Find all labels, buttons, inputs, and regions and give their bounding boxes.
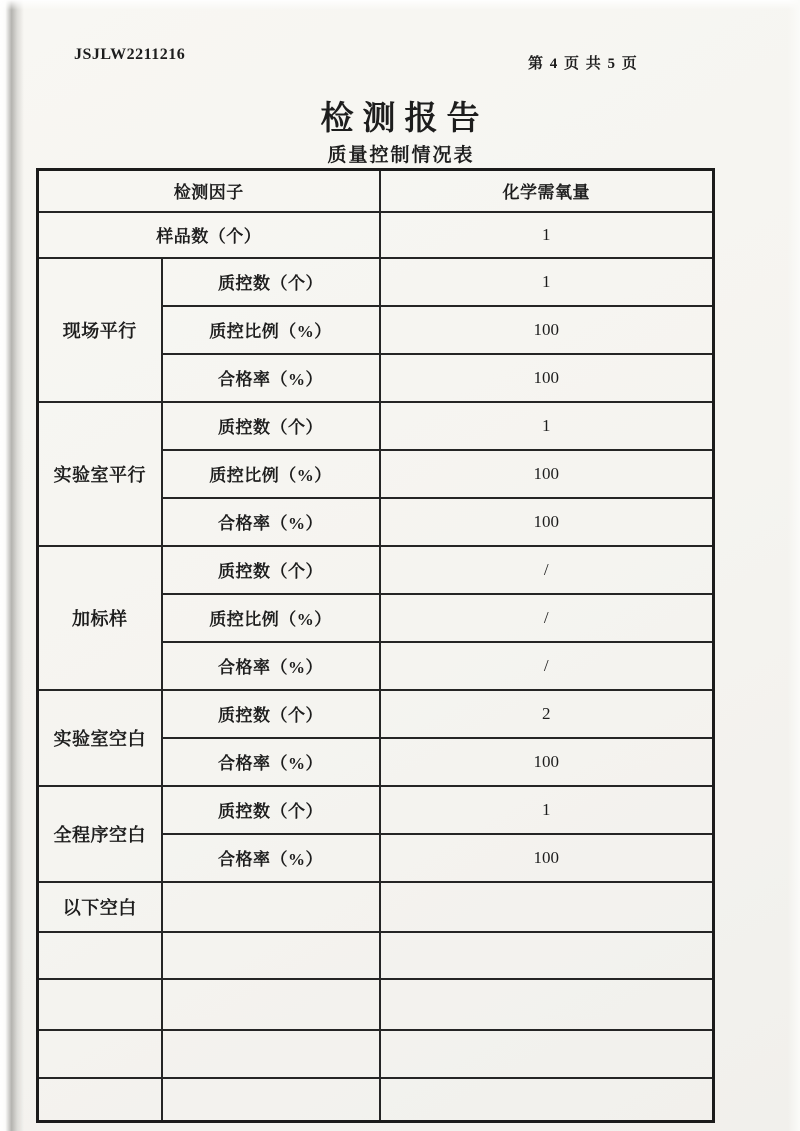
- table-row: [38, 979, 714, 1030]
- sample-count-label: 样品数（个）: [38, 212, 380, 258]
- empty-cell: [162, 932, 380, 979]
- metric-value: 100: [380, 450, 714, 498]
- empty-cell: [162, 1030, 380, 1078]
- empty-cell: [38, 1078, 162, 1122]
- table-row: [38, 786, 714, 834]
- table-row: [38, 546, 714, 594]
- below-blank-label: 以下空白: [38, 882, 162, 932]
- report-title: 检测报告: [320, 99, 489, 136]
- metric-label: 合格率（%）: [162, 642, 380, 690]
- metric-label: 合格率（%）: [162, 834, 380, 882]
- empty-cell: [38, 979, 162, 1030]
- metric-label: 质控数（个）: [162, 690, 380, 738]
- metric-label: 质控比例（%）: [162, 594, 380, 642]
- metric-value: 1: [380, 402, 714, 450]
- empty-cell: [38, 932, 162, 979]
- quality-control-table: [36, 168, 715, 1123]
- metric-label: 合格率（%）: [162, 498, 380, 546]
- table-row: [38, 932, 714, 979]
- metric-value: 100: [380, 498, 714, 546]
- table-row: [38, 690, 714, 738]
- empty-cell: [380, 882, 714, 932]
- metric-value: /: [380, 594, 714, 642]
- metric-label: 质控数（个）: [162, 786, 380, 834]
- scan-edge-right: [788, 0, 800, 1131]
- empty-cell: [162, 882, 380, 932]
- col-header-cod: 化学需氧量: [380, 170, 714, 212]
- metric-value: 1: [380, 258, 714, 306]
- group-name: 全程序空白: [38, 786, 162, 882]
- group-name: 加标样: [38, 546, 162, 690]
- metric-label: 合格率（%）: [162, 738, 380, 786]
- empty-cell: [162, 979, 380, 1030]
- metric-label: 合格率（%）: [162, 354, 380, 402]
- sample-count-value: 1: [380, 212, 714, 258]
- report-code: JSJLW2211216: [74, 46, 186, 63]
- scan-edge-top: [0, 0, 800, 10]
- empty-cell: [380, 1078, 714, 1122]
- table-row: [38, 402, 714, 450]
- page-indicator: 第 4 页 共 5 页: [528, 56, 639, 72]
- metric-label: 质控数（个）: [162, 402, 380, 450]
- metric-label: 质控数（个）: [162, 546, 380, 594]
- metric-value: 100: [380, 834, 714, 882]
- table-row: [38, 170, 714, 212]
- col-header-factor: 检测因子: [38, 170, 380, 212]
- metric-label: 质控比例（%）: [162, 450, 380, 498]
- metric-value: 100: [380, 306, 714, 354]
- table-row: [38, 882, 714, 932]
- metric-value: 100: [380, 738, 714, 786]
- metric-value: 1: [380, 786, 714, 834]
- metric-label: 质控比例（%）: [162, 306, 380, 354]
- table-row: [38, 212, 714, 258]
- scan-edge-left: [0, 0, 24, 1131]
- metric-value: /: [380, 546, 714, 594]
- group-name: 实验室空白: [38, 690, 162, 786]
- metric-label: 质控数（个）: [162, 258, 380, 306]
- table-row: [38, 1078, 714, 1122]
- table-row: [38, 1030, 714, 1078]
- group-name: 实验室平行: [38, 402, 162, 546]
- empty-cell: [380, 1030, 714, 1078]
- metric-value: 2: [380, 690, 714, 738]
- metric-value: /: [380, 642, 714, 690]
- table-row: [38, 258, 714, 306]
- empty-cell: [38, 1030, 162, 1078]
- group-name: 现场平行: [38, 258, 162, 402]
- table-subtitle: 质量控制情况表: [327, 145, 475, 166]
- metric-value: 100: [380, 354, 714, 402]
- empty-cell: [380, 979, 714, 1030]
- empty-cell: [380, 932, 714, 979]
- empty-cell: [162, 1078, 380, 1122]
